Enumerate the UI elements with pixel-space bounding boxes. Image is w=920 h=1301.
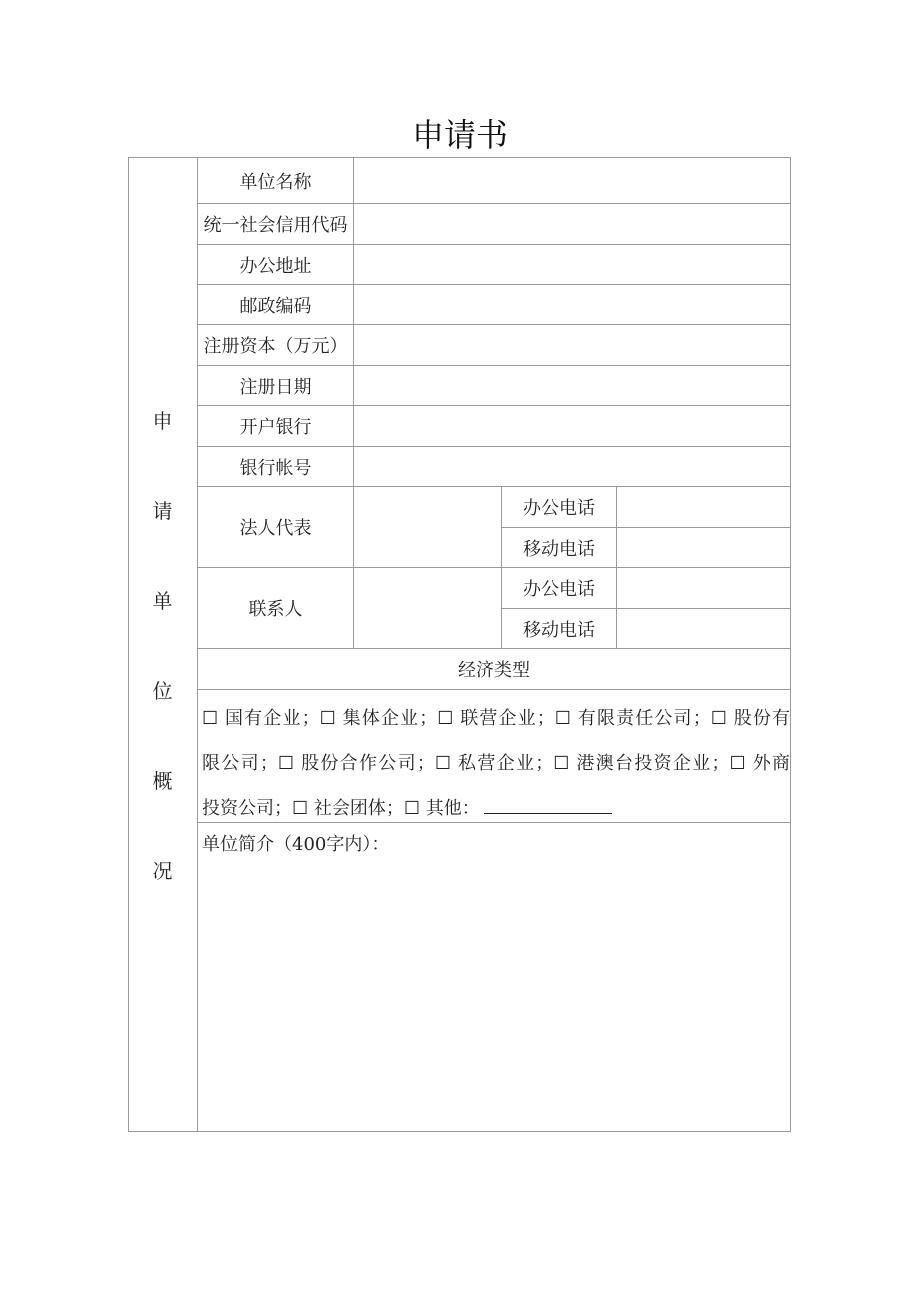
side-label-char: 单 [152,589,173,613]
side-label-char: 概 [152,769,173,793]
legal-rep-name-field[interactable] [354,487,501,567]
bank-account-label: 银行帐号 [239,457,312,479]
contact-office-phone-field[interactable] [617,568,790,608]
contact-mobile-phone-label: 移动电话 [523,619,595,641]
economic-type-options-line[interactable]: ☐ 国有企业；☐ 集体企业；☐ 联营企业；☐ 有限责任公司；☐ 股份有 [202,708,790,729]
postal-code-label: 邮政编码 [239,295,312,317]
legal-rep-office-phone-field[interactable] [617,487,790,527]
registered-capital-label: 注册资本（万元） [203,336,348,357]
side-label-char: 位 [152,679,173,703]
economic-type-options[interactable] [198,690,790,822]
registered-capital-field[interactable] [354,325,790,365]
contact-mobile-phone-field[interactable] [617,609,790,648]
side-label-applicant-overview [128,157,197,1132]
frame-right [790,157,791,1132]
legal-rep-mobile-phone-field[interactable] [617,528,790,567]
office-address-label: 办公地址 [239,255,312,277]
economic-type-options-line[interactable] [202,786,790,831]
contact-office-phone-label: 办公电话 [523,579,595,600]
side-label-char: 况 [152,859,173,883]
other-type-blank-field[interactable] [484,795,612,814]
contact-label: 联系人 [248,599,303,620]
contact-name-field[interactable] [354,568,501,648]
frame-bottom [128,1131,791,1132]
bank-label: 开户银行 [239,417,312,438]
credit-code-label: 统一社会信用代码 [203,215,348,236]
unit-intro-label: 单位简介（400字内）： [202,834,390,855]
office-address-field[interactable] [354,245,790,284]
registration-date-field[interactable] [354,366,790,405]
page-title: 申请书 [411,116,508,154]
bank-field[interactable] [354,406,790,446]
legal-rep-mobile-phone-label: 移动电话 [523,538,595,560]
unit-name-field[interactable] [354,158,790,203]
unit-intro-field[interactable] [198,868,790,1131]
legal-rep-office-phone-label: 办公电话 [523,498,595,519]
credit-code-field[interactable] [354,204,790,244]
side-label-char: 请 [152,499,173,523]
side-label-char: 申 [152,409,173,433]
unit-name-label: 单位名称 [239,171,312,193]
economic-type-header: 经济类型 [458,660,530,681]
economic-type-options-text: 投资公司；☐ 社会团体；☐ 其他： [202,798,480,819]
bank-account-field[interactable] [354,447,790,486]
postal-code-field[interactable] [354,285,790,324]
registration-date-label: 注册日期 [239,376,312,398]
legal-rep-label: 法人代表 [239,518,312,539]
economic-type-options-line[interactable]: 限公司；☐ 股份合作公司；☐ 私营企业；☐ 港澳台投资企业；☐ 外商 [202,753,790,774]
